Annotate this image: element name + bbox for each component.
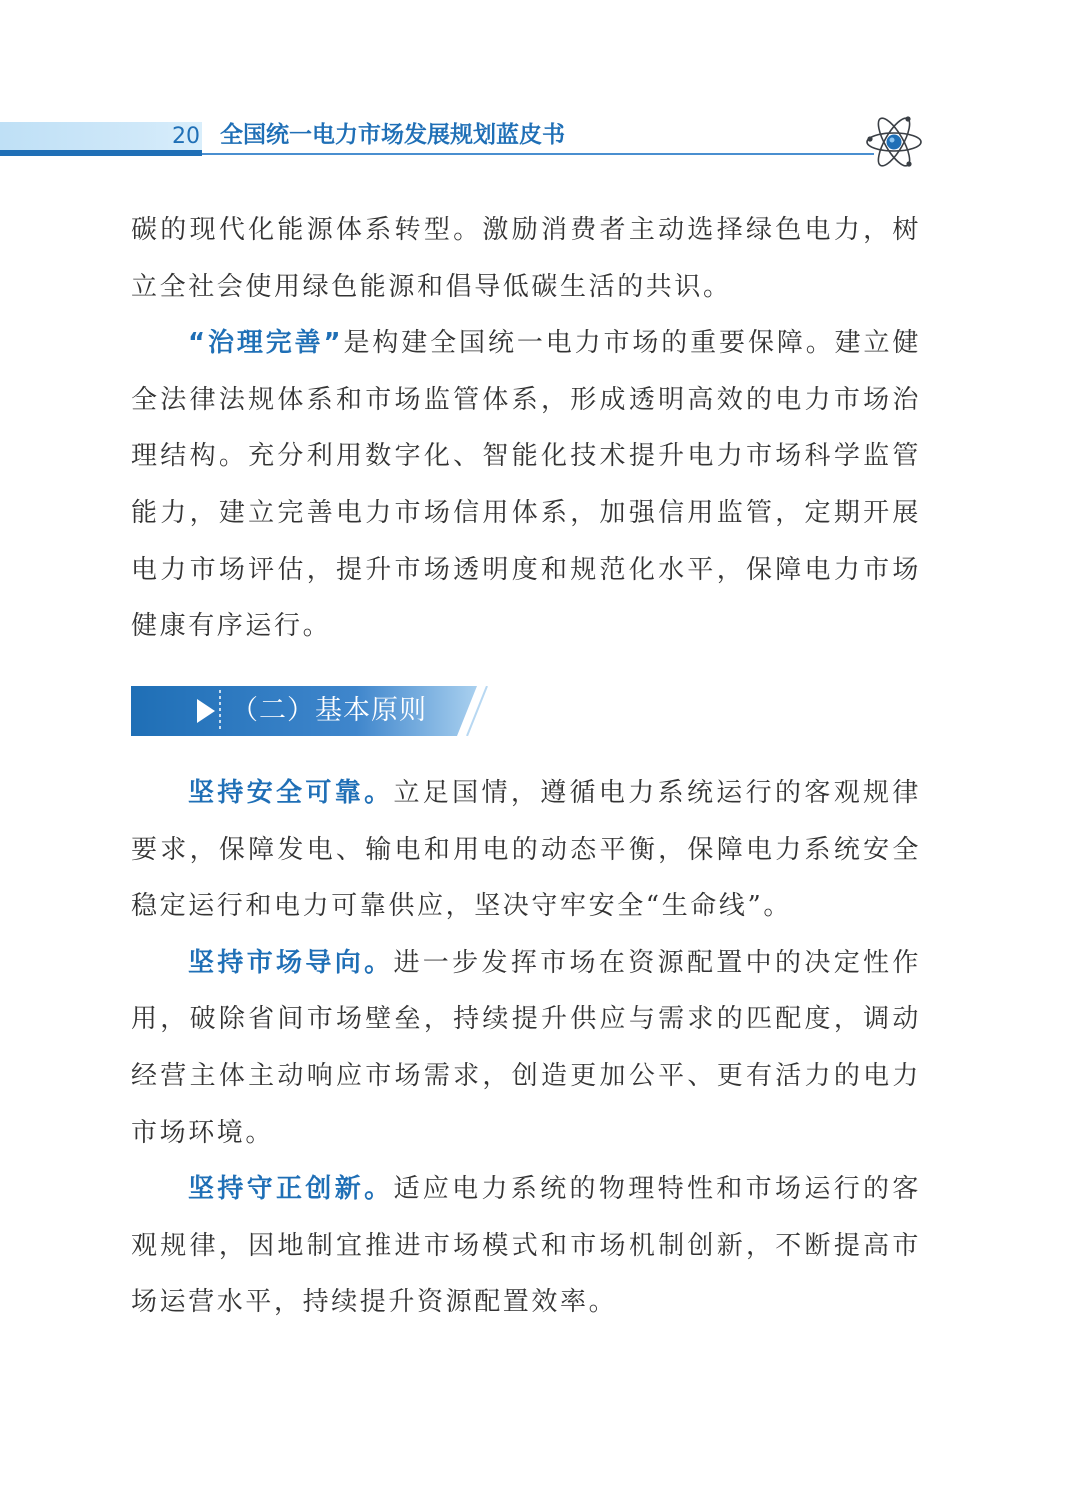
principle-term: 坚持守正创新。 <box>188 1174 394 1205</box>
section-heading: （二）基本原则 <box>231 695 427 726</box>
principle-text: 适应电力系统的物理特性和市场运行的客观规律，因地制宜推进市场模式和市场机制创新，不断提高市场运营水平，持续提升资源配置效率。 <box>131 1174 921 1318</box>
intro-text <box>131 202 921 655</box>
principles-list <box>131 765 921 1331</box>
intro-paragraph-1: 碳的现代化能源体系转型。激励消费者主动选择绿色电力，树立全社会使用绿色能源和倡导低碳生活的共识。 <box>131 215 921 302</box>
atom-icon <box>864 112 924 172</box>
section-heading-banner <box>131 686 491 736</box>
principle-text: 进一步发挥市场在资源配置中的决定性作用，破除省间市场壁垒，持续提升供应与需求的匹配度，调动经营主体主动响应市场需求，创造更加公平、更有活力的电力市场环境。 <box>131 947 921 1148</box>
principle-term: 坚持安全可靠。 <box>188 778 394 808</box>
principle-text: 立足国情，遵循电力系统运行的客观规律要求，保障发电、输电和用电的动态平衡，保障电力系统安全稳定运行和电力可靠供应，坚决守牢安全“生命线”。 <box>131 778 921 922</box>
book-title: 全国统一电力市场发展规划蓝皮书 <box>220 122 565 148</box>
page-header <box>0 112 1080 172</box>
term-governance: “治理完善” <box>188 328 344 359</box>
play-triangle-icon <box>191 696 221 726</box>
principle-term: 坚持市场导向。 <box>188 947 394 978</box>
intro-paragraph-2-text: 是构建全国统一电力市场的重要保障。建立健全法律法规体系和市场监管体系，形成透明高效的电力市场治理结构。充分利用数字化、智能化技术提升电力市场科学监管能力，建立完善电力市场信用体系，加强信用监管，定期开展电力市场评估，提升市场透明度和规范化水平，保障电力市场健康有序运行。 <box>131 328 921 642</box>
principle-item <box>131 1161 921 1331</box>
principle-item <box>131 935 921 1161</box>
principle-item <box>131 765 921 935</box>
intro-paragraph-2 <box>131 315 921 655</box>
header-rule <box>202 153 874 155</box>
page-number: 20 <box>172 124 200 149</box>
